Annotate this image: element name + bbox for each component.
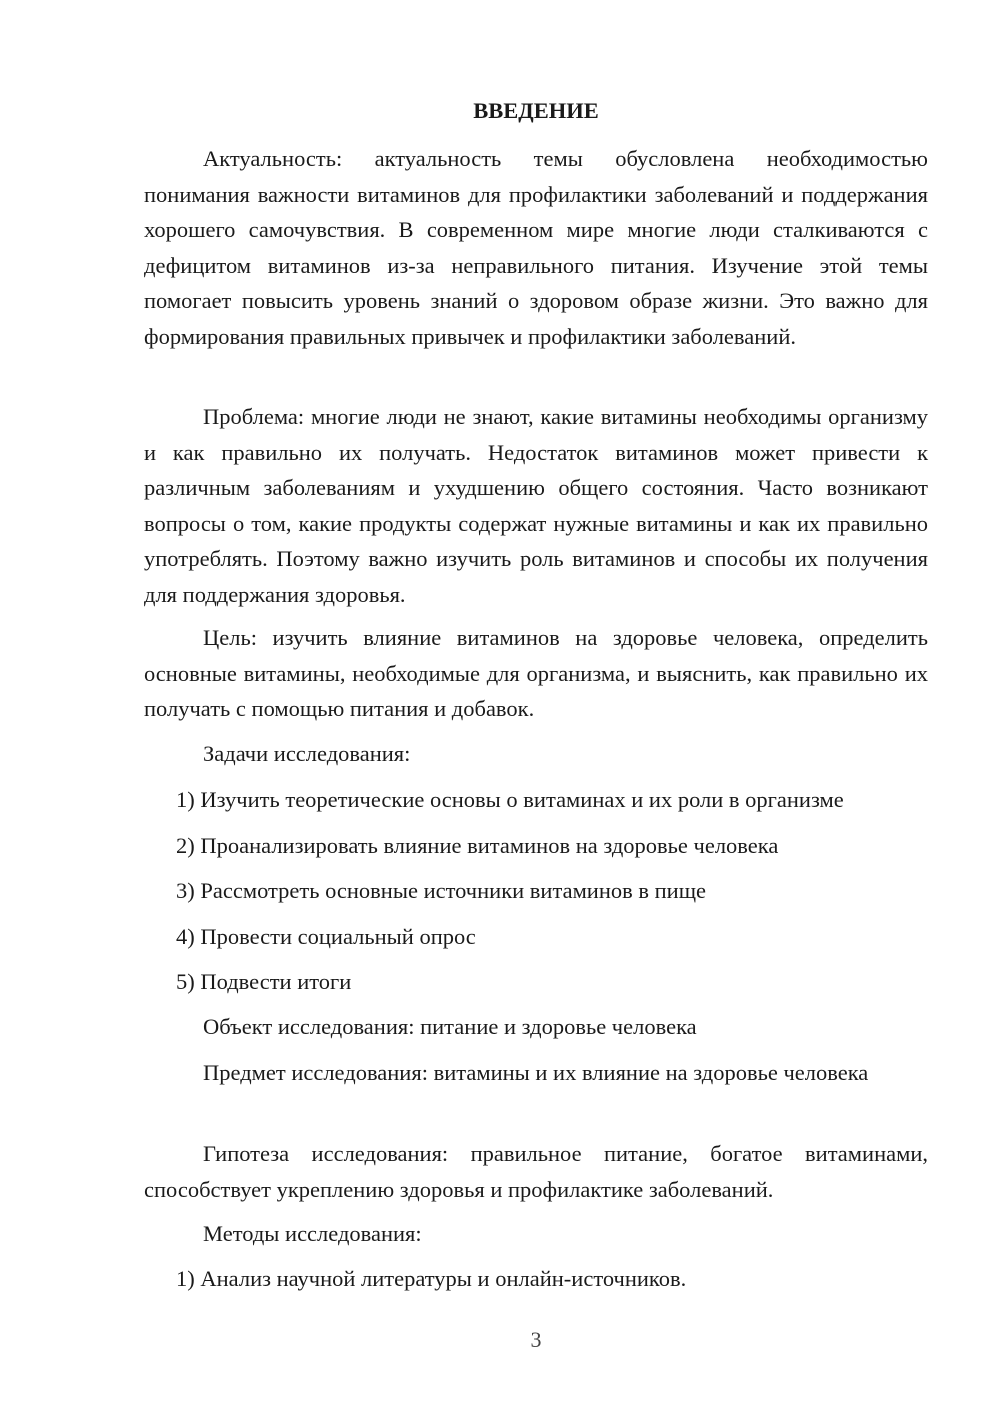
object-paragraph: Объект исследования: питание и здоровье человека xyxy=(203,1014,697,1039)
methods-heading: Методы исследования: xyxy=(203,1221,422,1246)
task-item-2: 2) Проанализировать влияние витаминов на здоровье человека xyxy=(176,833,779,858)
method-item-1: 1) Анализ научной литературы и онлайн-источников. xyxy=(176,1266,687,1291)
problem-paragraph: Проблема: многие люди не знают, какие витамины необходимы организму и как правильно их получать. Недостаток витаминов может привести к различным заболеваниям и ухудшению общего состояния. Часто возникают вопросы о том, какие продукты содержат нужные витамины и как их правильно употреблять. Поэтому важно изучить роль витаминов и способы их получения для поддержания здоровья. xyxy=(144,404,928,607)
tasks-heading: Задачи исследования: xyxy=(203,741,411,766)
task-item-4: 4) Провести социальный опрос xyxy=(176,924,476,949)
goal-paragraph: Цель: изучить влияние витаминов на здоровье человека, определить основные витамины, необходимые для организма, и выяснить, как правильно их получать с помощью питания и добавок. xyxy=(144,625,928,721)
subject-paragraph: Предмет исследования: витамины и их влияние на здоровье человека xyxy=(203,1060,869,1085)
hypothesis-paragraph: Гипотеза исследования: правильное питание, богатое витаминами, способствует укреплению здоровья и профилактике заболеваний. xyxy=(144,1141,928,1202)
task-item-3: 3) Рассмотреть основные источники витаминов в пище xyxy=(176,878,707,903)
section-title: ВВЕДЕНИЕ xyxy=(473,98,599,123)
relevance-paragraph: Актуальность: актуальность темы обусловлена необходимостью понимания важности витаминов для профилактики заболеваний и поддержания хорошего самочувствия. В современном мире многие люди сталкиваются с дефицитом витаминов из-за неправильного питания. Изучение этой темы помогает повысить уровень знаний о здоровом образе жизни. Это важно для формирования правильных привычек и профилактики заболеваний. xyxy=(144,146,928,349)
task-item-1: 1) Изучить теоретические основы о витаминах и их роли в организме xyxy=(176,787,844,812)
task-item-5: 5) Подвести итоги xyxy=(176,969,352,994)
page-number: 3 xyxy=(530,1327,542,1352)
